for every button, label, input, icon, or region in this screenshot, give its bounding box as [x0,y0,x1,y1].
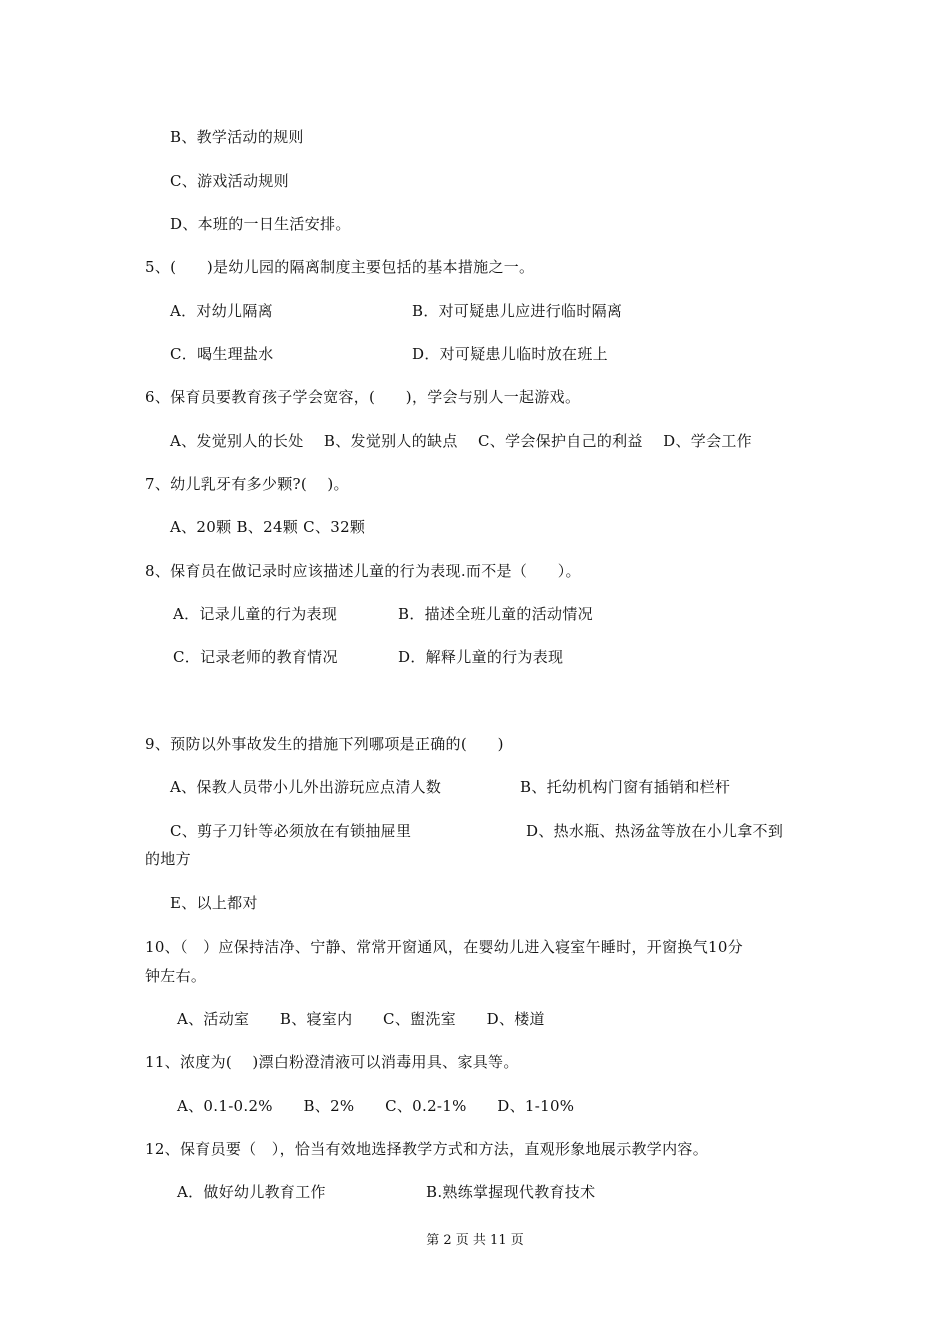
question-11: 11、浓度为( )漂白粉澄清液可以消毒用具、家具等。 [145,1053,519,1071]
question-9: 9、预防以外事故发生的措施下列哪项是正确的( ) [145,735,504,753]
option-8b: B．描述全班儿童的活动情况 [398,605,593,623]
option-4c: C、游戏活动规则 [170,172,289,190]
option-9e: E、以上都对 [170,894,258,912]
option-12b: B.熟练掌握现代教育技术 [426,1183,596,1201]
question-5: 5、( )是幼儿园的隔离制度主要包括的基本措施之一。 [145,258,535,276]
option-9b: B、托幼机构门窗有插销和栏杆 [520,778,731,796]
question-6: 6、保育员要教育孩子学会宽容，( )，学会与别人一起游戏。 [145,388,581,406]
option-8a: A．记录儿童的行为表现 [173,605,338,623]
option-9c: C、剪子刀针等必须放在有锁抽屉里 [170,822,412,840]
page-footer: 第 2 页 共 11 页 [426,1233,524,1248]
option-5b: B．对可疑患儿应进行临时隔离 [412,302,623,320]
question-12: 12、保育员要（ ），恰当有效地选择教学方式和方法，直观形象地展示教学内容。 [145,1140,708,1158]
options-11: A、0.1-0.2% B、2% C、0.2-1% D、1-10% [177,1097,575,1115]
option-12a: A．做好幼儿教育工作 [177,1183,326,1201]
question-8: 8、保育员在做记录时应该描述儿童的行为表现.而不是（ ）。 [145,562,581,580]
option-9d: D、热水瓶、热汤盆等放在小儿拿不到 [526,822,784,840]
option-4b: B、教学活动的规则 [170,128,304,146]
options-6: A、发觉别人的长处 B、发觉别人的缺点 C、学会保护自己的利益 D、学会工作 [170,432,752,450]
option-5d: D．对可疑患儿临时放在班上 [412,345,608,363]
option-8c: C．记录老师的教育情况 [173,648,338,666]
question-7: 7、幼儿乳牙有多少颗?( )。 [145,475,349,493]
option-5a: A．对幼儿隔离 [170,302,273,320]
options-7: A、20颗 B、24颗 C、32颗 [170,518,366,536]
option-5c: C．喝生理盐水 [170,345,274,363]
option-9a: A、保教人员带小儿外出游玩应点清人数 [170,778,442,796]
question-10-wrap: 钟左右。 [145,967,207,985]
option-4d: D、本班的一日生活安排。 [170,215,351,233]
question-10: 10、（ ）应保持洁净、宁静、常常开窗通风，在婴幼儿进入寝室午睡时，开窗换气10分 [145,938,743,956]
options-10: A、活动室 B、寝室内 C、盥洗室 D、楼道 [177,1010,545,1028]
option-8d: D．解释儿童的行为表现 [398,648,564,666]
option-9d-wrap: 的地方 [145,850,191,868]
